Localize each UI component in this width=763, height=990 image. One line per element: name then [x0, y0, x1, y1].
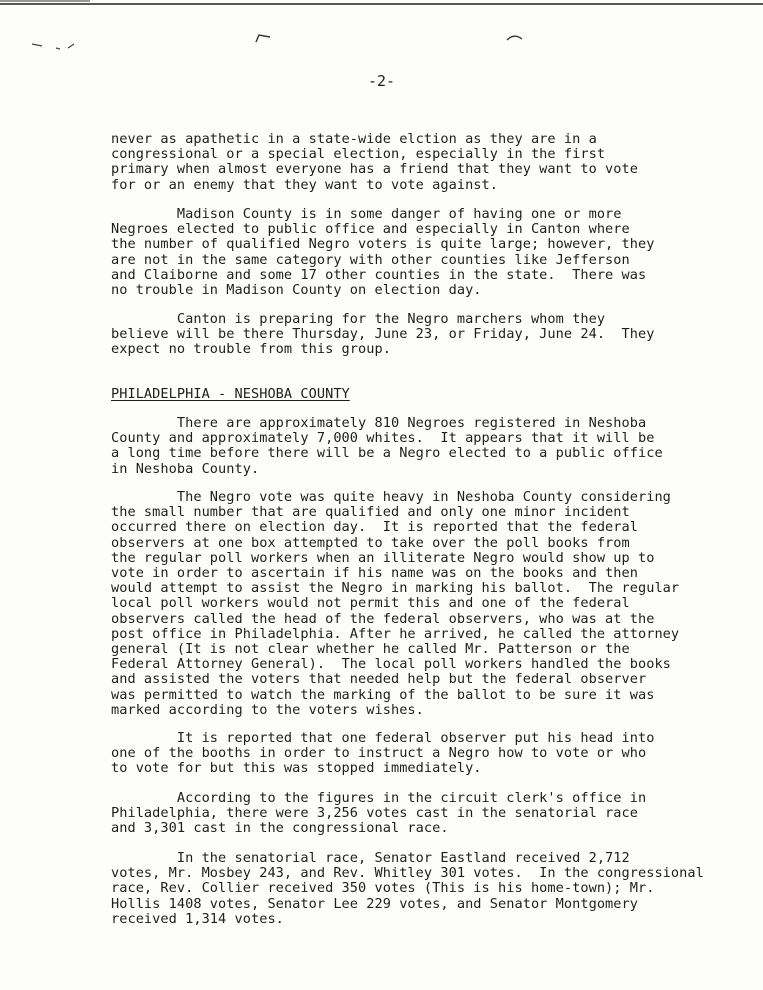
section-heading: PHILADELPHIA - NESHOBA COUNTY	[111, 386, 350, 402]
scan-mark-center-right	[505, 32, 525, 44]
paragraph-neshoba-registration: There are approximately 810 Negroes registered in Neshoba County and approximately 7,000 whites. It appears that it will be a long time before there will be a Negro elected to a public office in Neshoba County.	[111, 415, 663, 477]
scan-mark-left	[30, 40, 82, 54]
top-edge-mark	[0, 0, 90, 2]
paragraph-race-results: In the senatorial race, Senator Eastland received 2,712 votes, Mr. Mosbey 243, and Rev. Whitley 301 votes. In the congressional race, Rev. Collier received 350 votes (This is his home-town); Mr. Hollis 1408 votes, Senator Lee 229 votes, and Senator Montgomery received 1,314 votes.	[111, 850, 704, 927]
paragraph-canton-marchers: Canton is preparing for the Negro marchers whom they believe will be there Thursday, June 23, or Friday, June 24. They expect no trouble from this group.	[111, 311, 655, 358]
paragraph-apathy: never as apathetic in a state-wide elction as they are in a congressional or a special election, especially in the first primary when almost everyone has a friend that they want to vote for or an enemy that they want to vote against.	[111, 131, 638, 193]
paragraph-neshoba-incident: The Negro vote was quite heavy in Neshoba County considering the small number that are qualified and only one minor incident occurred there on election day. It is reported that the federal observers at one box attempted to take over the poll books from the regular poll workers when an illiterate Negro would show up to vote in order to ascertain if his name was on the books and then would attempt to assist the Negro in marking his ballot. The regular local poll workers would not permit this and one of the federal observers called the head of the federal observers, who was at the post office in Philadelphia. After he arrived, he called the attorney general (It is not clear whether he called Mr. Patterson or the Federal Attorney General). The local poll workers handled the books and assisted the voters that needed help but the federal observer was permitted to watch the marking of the ballot to be sure it was marked according to the voters wishes.	[111, 489, 680, 718]
paragraph-booth-incident: It is reported that one federal observer put his head into one of the booths in order to instruct a Negro how to vote or who to vote for but this was stopped immediately.	[111, 730, 655, 777]
paragraph-madison-county: Madison County is in some danger of having one or more Negroes elected to public office and especially in Canton where the number of qualified Negro voters is quite large; however, they are not in the same category with other counties like Jefferson and Claiborne and some 17 other counties in the state. There was no trouble in Madison County on election day.	[111, 206, 655, 299]
top-rule	[0, 3, 763, 5]
scan-mark-center-left	[254, 32, 274, 46]
page-number: -2-	[367, 72, 396, 90]
paragraph-vote-totals: According to the figures in the circuit clerk's office in Philadelphia, there were 3,256 votes cast in the senatorial race and 3,301 cast in the congressional race.	[111, 790, 647, 837]
